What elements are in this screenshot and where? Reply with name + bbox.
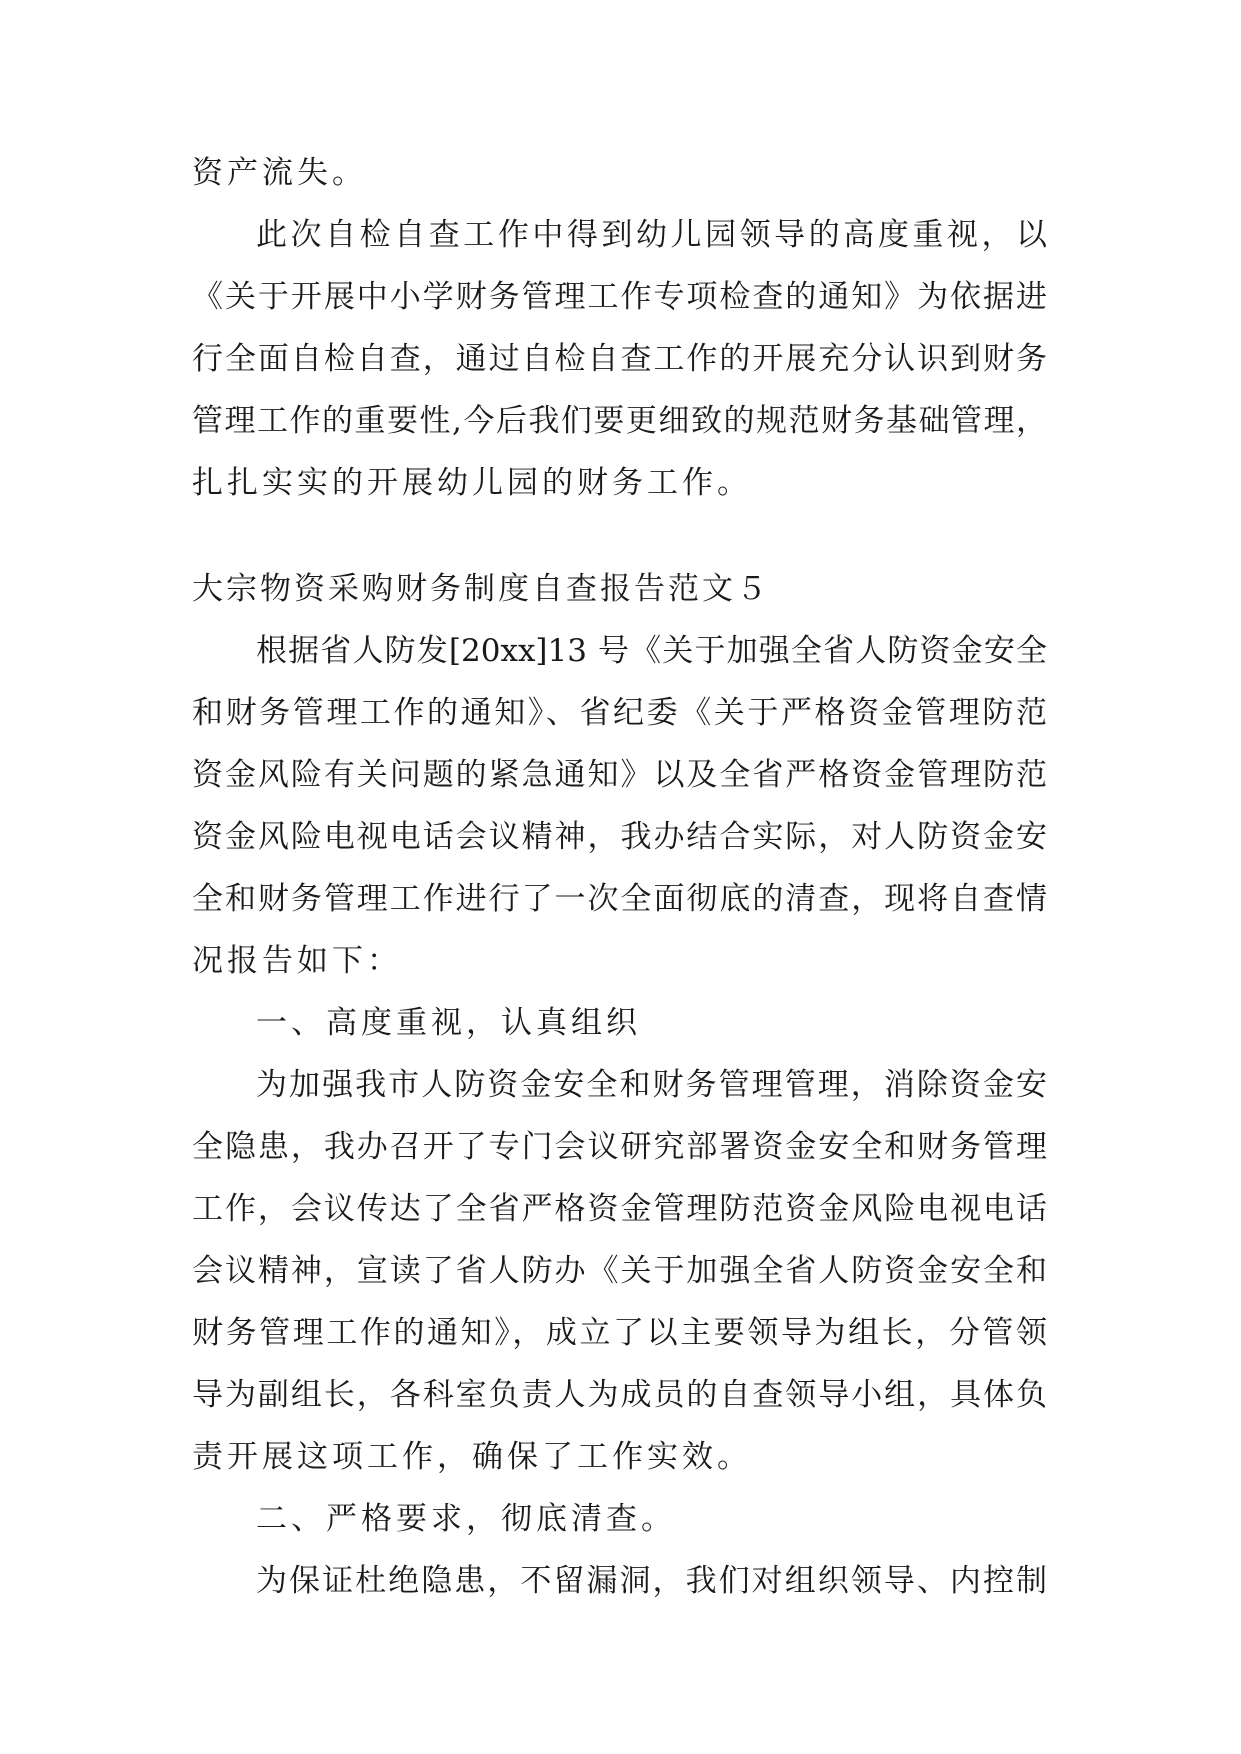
document-body-part1 bbox=[192, 142, 1047, 514]
text-line: 资金风险有关问题的紧急通知》以及全省严格资金管理防范 bbox=[192, 757, 1047, 793]
text-line: 资产流失。 bbox=[192, 155, 367, 191]
section-gap bbox=[192, 514, 1047, 558]
text-line: 根据省人防发[20xx]13 号《关于加强全省人防资金安全 bbox=[256, 633, 1047, 669]
text-line: 和财务管理工作的通知》、省纪委《关于严格资金管理防范 bbox=[192, 695, 1047, 731]
text-line: 全和财务管理工作进行了一次全面彻底的清查，现将自查情 bbox=[192, 881, 1047, 917]
text-line: 《关于开展中小学财务管理工作专项检查的通知》为依据进 bbox=[192, 279, 1047, 315]
text-line: 行全面自检自查，通过自检自查工作的开展充分认识到财务 bbox=[192, 341, 1047, 377]
text-line: 资金风险电视电话会议精神，我办结合实际，对人防资金安 bbox=[192, 819, 1047, 855]
text-line: 导为副组长，各科室负责人为成员的自查领导小组，具体负 bbox=[192, 1377, 1047, 1413]
text-line: 一、高度重视，认真组织 bbox=[256, 1005, 641, 1041]
text-line: 责开展这项工作，确保了工作实效。 bbox=[192, 1439, 752, 1475]
text-line: 工作，会议传达了全省严格资金管理防范资金风险电视电话 bbox=[192, 1191, 1047, 1227]
document-page bbox=[192, 142, 1047, 1612]
document-body-part2 bbox=[192, 620, 1047, 1612]
text-line: 为保证杜绝隐患，不留漏洞，我们对组织领导、内控制 bbox=[256, 1563, 1047, 1599]
text-line: 况报告如下： bbox=[192, 943, 402, 979]
text-line: 管理工作的重要性,今后我们要更细致的规范财务基础管理， bbox=[192, 403, 1047, 439]
text-line: 二、严格要求，彻底清查。 bbox=[256, 1501, 676, 1537]
text-line: 扎扎实实的开展幼儿园的财务工作。 bbox=[192, 465, 752, 501]
text-line: 为加强我市人防资金安全和财务管理管理，消除资金安 bbox=[256, 1067, 1047, 1103]
text-line: 会议精神，宣读了省人防办《关于加强全省人防资金安全和 bbox=[192, 1253, 1047, 1289]
text-line: 此次自检自查工作中得到幼儿园领导的高度重视，以 bbox=[256, 217, 1047, 253]
text-line: 全隐患，我办召开了专门会议研究部署资金安全和财务管理 bbox=[192, 1129, 1047, 1165]
section-title: 大宗物资采购财务制度自查报告范文５ bbox=[192, 571, 770, 607]
text-line: 财务管理工作的通知》，成立了以主要领导为组长，分管领 bbox=[192, 1315, 1047, 1351]
